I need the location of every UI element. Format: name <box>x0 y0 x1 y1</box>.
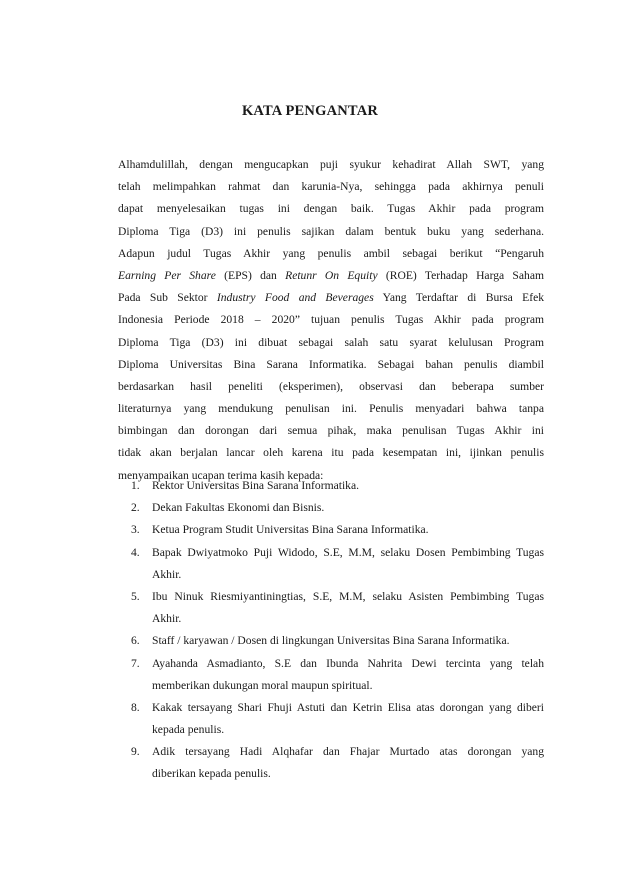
list-number: 8. <box>131 700 140 714</box>
intro-paragraph <box>118 154 544 487</box>
list-number: 7. <box>131 656 140 670</box>
paragraph-line: Pada Sub Sektor Industry Food and Beverages Yang Terdaftar di Bursa Efek <box>118 291 545 305</box>
paragraph-line: Indonesia Periode 2018 – 2020” tujuan penulis Tugas Akhir pada program <box>118 313 544 327</box>
list-item <box>118 475 544 497</box>
list-item <box>118 697 544 741</box>
list-item <box>118 586 544 630</box>
list-item <box>118 653 544 697</box>
italic-term: Retunr On Equity <box>285 268 378 282</box>
paragraph-line: Diploma Universitas Bina Sarana Informatika. Sebagai bahan penulis diambil <box>118 357 544 371</box>
list-item-text: Akhir. <box>152 567 182 581</box>
list-item-text: Ayahanda Asmadianto, S.E dan Ibunda Nahrita Dewi tercinta yang telah <box>152 656 544 670</box>
paragraph-line: Diploma Tiga (D3) ini dibuat sebagai salah satu syarat kelulusan Program <box>118 335 544 349</box>
paragraph-line: tidak akan berjalan lancar oleh karena itu pada kesempatan ini, ijinkan penulis <box>118 446 544 460</box>
list-number: 4. <box>131 545 140 559</box>
paragraph-line: literaturnya yang mendukung penulisan ini. Penulis menyadari bahwa tanpa <box>118 402 544 416</box>
list-item-text: Akhir. <box>152 612 182 626</box>
list-number: 2. <box>131 501 140 515</box>
list-item <box>118 497 544 519</box>
paragraph-line: menyampaikan ucapan terima kasih kepada: <box>118 468 324 482</box>
list-item-text: Bapak Dwiyatmoko Puji Widodo, S.E, M.M, selaku Dosen Pembimbing Tugas <box>152 545 544 559</box>
list-item-text: Ketua Program Studit Universitas Bina Sarana Informatika. <box>152 523 429 537</box>
list-item-text: kepada penulis. <box>152 723 225 737</box>
paragraph-line: Diploma Tiga (D3) ini penulis sajikan dalam bentuk buku yang sederhana. <box>118 224 544 238</box>
list-number: 6. <box>131 634 140 648</box>
paragraph-line: telah melimpahkan rahmat dan karunia-Nya, sehingga pada akhirnya penuli <box>118 180 544 194</box>
page-title: KATA PENGANTAR <box>241 103 379 119</box>
paragraph-line: Earning Per Share (EPS) dan Retunr On Equity (ROE) Terhadap Harga Saham <box>118 268 544 282</box>
paragraph-line: Alhamdulillah, dengan mengucapkan puji syukur kehadirat Allah SWT, yang <box>118 158 544 171</box>
list-item-text: memberikan dukungan moral maupun spiritual. <box>152 678 373 692</box>
list-item-text: Staff / karyawan / Dosen di lingkungan Universitas Bina Sarana Informatika. <box>152 634 510 648</box>
list-item-text: Adik tersayang Hadi Alqhafar dan Fhajar Murtado atas dorongan yang <box>152 745 544 759</box>
list-item-text: Dekan Fakultas Ekonomi dan Bisnis. <box>152 501 325 515</box>
italic-term: Earning Per Share <box>118 268 216 282</box>
thanks-list <box>118 475 544 786</box>
list-item-text: Rektor Universitas Bina Sarana Informatika. <box>152 479 360 492</box>
list-item-text: diberikan kepada penulis. <box>152 767 271 781</box>
list-item <box>118 519 544 541</box>
italic-term: Industry Food and Beverages <box>216 291 374 305</box>
list-item <box>118 542 544 586</box>
list-item-text: Kakak tersayang Shari Fhuji Astuti dan Ketrin Elisa atas dorongan yang diberi <box>152 700 544 714</box>
paragraph-line: berdasarkan hasil peneliti (eksperimen), observasi dan beberapa sumber <box>118 379 544 393</box>
paragraph-line: dapat menyelesaikan tugas ini dengan baik. Tugas Akhir pada program <box>118 202 544 216</box>
list-item <box>118 630 544 652</box>
list-number: 1. <box>131 479 140 492</box>
list-number: 5. <box>131 589 140 603</box>
list-number: 9. <box>131 745 140 759</box>
list-number: 3. <box>131 523 140 537</box>
paragraph-line: Adapun judul Tugas Akhir yang penulis ambil sebagai berikut “Pengaruh <box>118 246 544 260</box>
list-item <box>118 741 544 785</box>
list-item-text: Ibu Ninuk Riesmiyantiningtias, S.E, M.M, selaku Asisten Pembimbing Tugas <box>152 589 544 603</box>
paragraph-line: bimbingan dan dorongan dari semua pihak, maka penulisan Tugas Akhir ini <box>118 424 544 438</box>
